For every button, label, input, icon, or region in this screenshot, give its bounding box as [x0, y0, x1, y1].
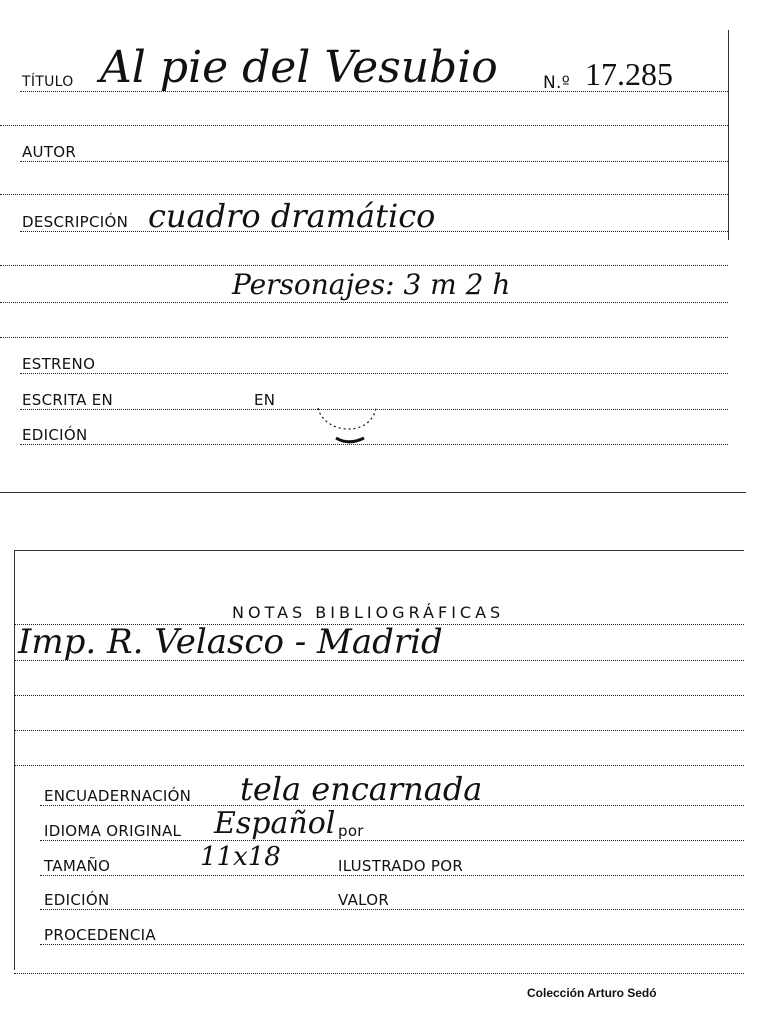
tamano-line [40, 875, 744, 876]
rule-line-6 [14, 660, 744, 661]
notas-title: NOTAS BIBLIOGRÁFICAS [232, 603, 505, 622]
top-card [0, 0, 759, 500]
descripcion-line [20, 231, 728, 232]
bottom-card-top-edge [14, 550, 744, 551]
edicion-bottom-line [40, 909, 744, 910]
estreno-label: ESTRENO [22, 355, 96, 373]
autor-line [20, 161, 728, 162]
rule-line-5 [0, 337, 728, 338]
rule-line-4 [0, 302, 728, 303]
idioma-value: Español [214, 806, 336, 841]
en-label: EN [254, 391, 276, 409]
personajes-value: Personajes: 3 m 2 h [232, 268, 511, 301]
valor-label: VALOR [338, 891, 390, 909]
titulo-value: Al pie del Vesubio [100, 42, 498, 93]
encuadernacion-label: ENCUADERNACIÓN [44, 787, 192, 805]
escrita-en-label: ESCRITA EN [22, 391, 114, 409]
descripcion-value: cuadro dramático [148, 197, 436, 235]
titulo-label: TÍTULO [22, 74, 74, 90]
rule-line-3 [0, 265, 728, 266]
encuadernacion-value: tela encarnada [240, 770, 483, 808]
encuadernacion-line [40, 805, 744, 806]
number-value: 17.285 [585, 56, 673, 92]
procedencia-label: PROCEDENCIA [44, 926, 156, 944]
ilustrado-label: ILUSTRADO POR [338, 857, 464, 875]
edicion-label: EDICIÓN [22, 426, 88, 444]
estreno-line [20, 373, 728, 374]
number-label: N.º [543, 73, 571, 93]
rule-line-9 [14, 765, 744, 766]
rule-line-2 [0, 194, 728, 195]
top-card-bottom-edge [0, 492, 746, 493]
tamano-label: TAMAÑO [44, 857, 111, 875]
titulo-line [20, 91, 728, 92]
footer-credit: Colección Arturo Sedó [527, 986, 657, 1000]
edicion-bottom-label: EDICIÓN [44, 891, 110, 909]
bottom-card [0, 500, 759, 1028]
punch-hole-mark [316, 404, 380, 444]
descripcion-label: DESCRIPCIÓN [22, 213, 129, 231]
rule-line-7 [14, 695, 744, 696]
procedencia-line [40, 944, 744, 945]
autor-label: AUTOR [22, 143, 77, 161]
idioma-line [40, 840, 744, 841]
rule-line-10 [14, 973, 744, 974]
notas-value: Imp. R. Velasco - Madrid [18, 622, 443, 662]
rule-line-1 [0, 125, 728, 126]
idioma-label: IDIOMA ORIGINAL [44, 822, 182, 840]
bottom-card-left-edge [14, 550, 15, 970]
rule-line-8 [14, 730, 744, 731]
por-label: por [338, 822, 364, 840]
tamano-value: 11x18 [200, 842, 281, 872]
top-card-right-edge [728, 30, 729, 240]
edicion-line [20, 444, 728, 445]
